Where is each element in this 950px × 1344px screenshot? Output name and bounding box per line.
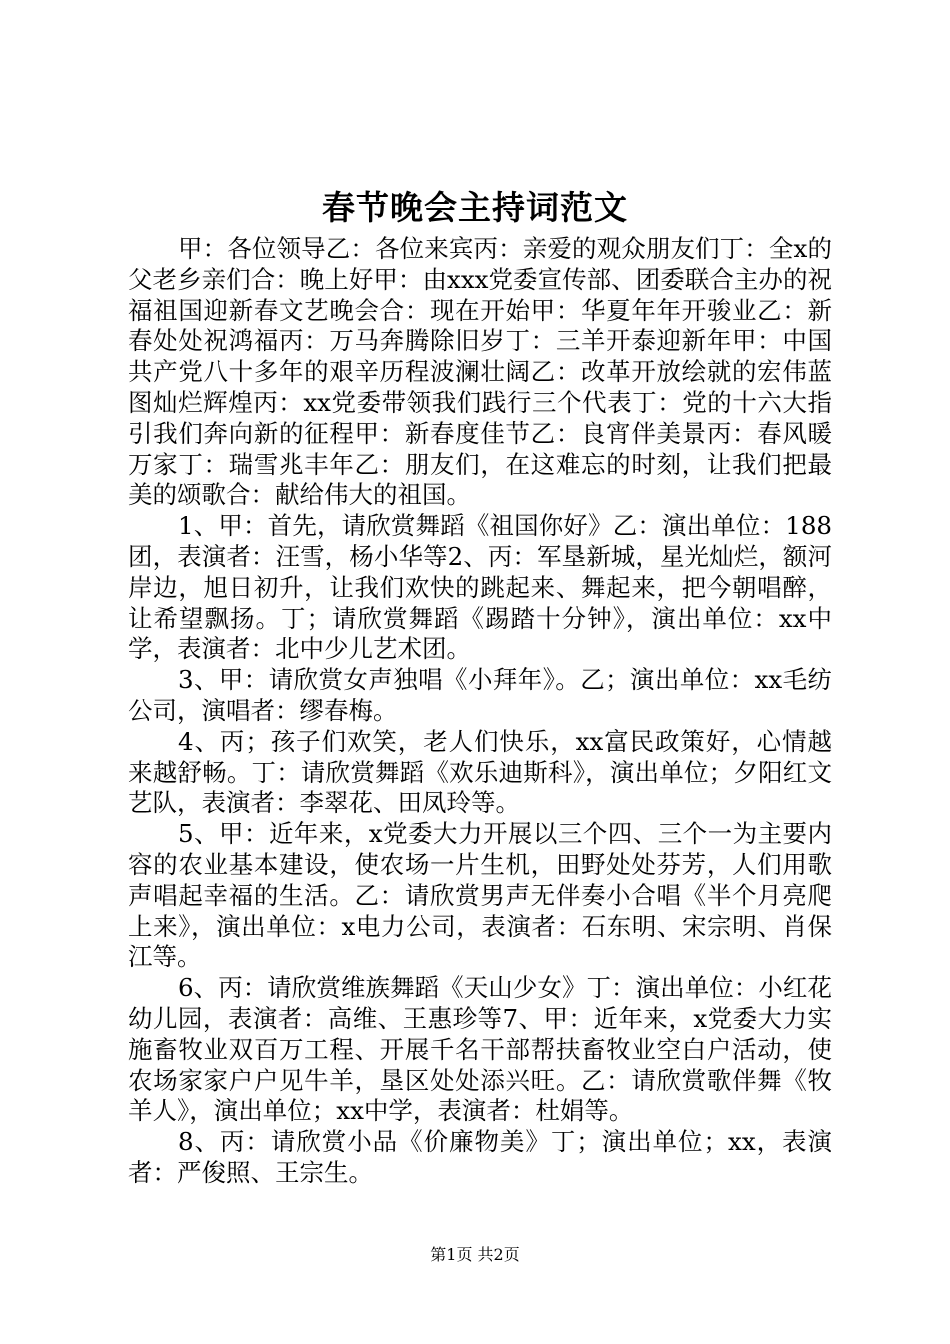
paragraph-item-4: 4、丙；孩子们欢笑，老人们快乐，xx富民政策好，心情越来越舒畅。丁：请欣赏舞蹈《欢乐迪斯科》，演出单位；夕阳红文艺队，表演者：李翠花、田凤玲等。 [128, 726, 832, 818]
paragraph-item-5: 5、甲：近年来，x党委大力开展以三个四、三个一为主要内容的农业基本建设，使农场一片生机，田野处处芬芳，人们用歌声唱起幸福的生活。乙：请欣赏男声无伴奏小合唱《半个月亮爬上来》，演出单位：x电力公司，表演者：石东明、宋宗明、肖保江等。 [128, 819, 832, 972]
paragraph-item-8: 8、丙：请欣赏小品《价廉物美》丁；演出单位；xx，表演者：严俊照、王宗生。 [128, 1127, 832, 1187]
paragraph-item-6: 6、丙：请欣赏维族舞蹈《天山少女》丁：演出单位：小红花幼儿园，表演者：高维、王惠珍等7、甲：近年来，x党委大力实施畜牧业双百万工程、开展千名干部帮扶畜牧业空白户活动，使农场家家户户见牛羊，垦区处处添兴旺。乙：请欣赏歌伴舞《牧羊人》，演出单位；xx中学，表演者：杜娟等。 [128, 973, 832, 1126]
paragraph-item-1: 1、甲：首先，请欣赏舞蹈《祖国你好》乙：演出单位：188团，表演者：汪雪，杨小华等2、丙：军垦新城，星光灿烂，额河岸边，旭日初升，让我们欢快的跳起来、舞起来，把今朝唱醉，让希望飘扬。丁；请欣赏舞蹈《踢踏十分钟》，演出单位：xx中学，表演者：北中少儿艺术团。 [128, 511, 832, 664]
paragraph-item-3: 3、甲：请欣赏女声独唱《小拜年》。乙；演出单位：xx毛纺公司，演唱者：缪春梅。 [128, 665, 832, 725]
document-title: 春节晚会主持词范文 [322, 188, 628, 227]
paragraph-opening: 甲：各位领导乙：各位来宾丙：亲爱的观众朋友们丁：全x的父老乡亲们合：晚上好甲：由xxx党委宣传部、团委联合主办的祝福祖国迎新春文艺晚会合：现在开始甲：华夏年年开骏业乙：新春处处祝鸿福丙：万马奔腾除旧岁丁：三羊开泰迎新年甲：中国共产党八十多年的艰辛历程波澜壮阔乙：改革开放绘就的宏伟蓝图灿烂辉煌丙：xx党委带领我们践行三个代表丁：党的十六大指引我们奔向新的征程甲：新春度佳节乙：良宵伴美景丙：春风暖万家丁：瑞雪兆丰年乙：朋友们，在这难忘的时刻，让我们把最美的颂歌合：献给伟大的祖国。 [128, 234, 832, 510]
page-footer: 第1页 共2页 [430, 1245, 520, 1264]
document-body [128, 234, 832, 1189]
